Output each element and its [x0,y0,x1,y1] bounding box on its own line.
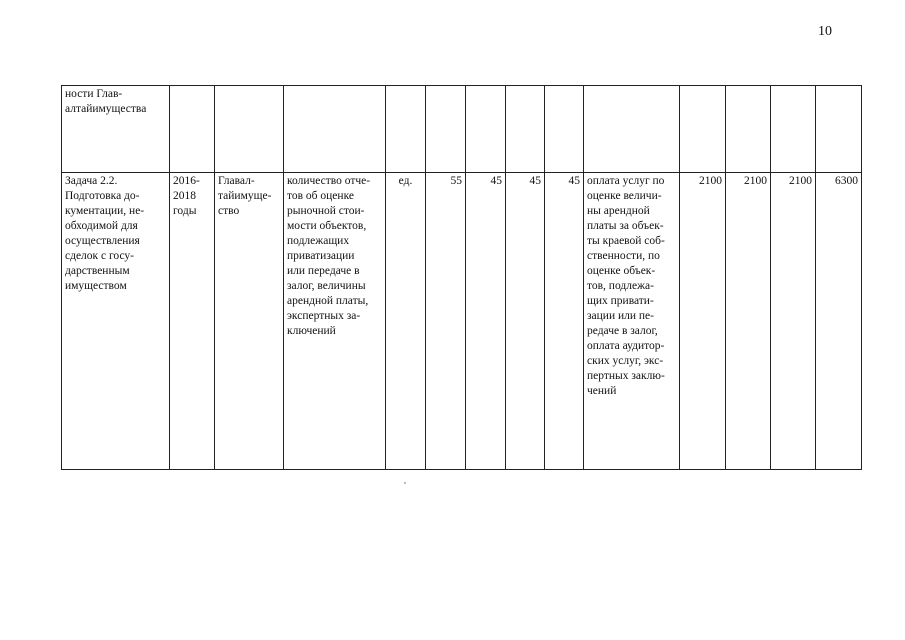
period-cell: 2016- 2018 годы [170,173,215,470]
table-cell [545,86,584,173]
table-row [62,173,862,470]
table-cell [816,86,862,173]
table-cell [584,86,680,173]
table-cell [771,86,816,173]
value-cell: 45 [545,173,584,470]
table-cell [215,86,284,173]
table-cell [426,86,466,173]
funding-cell: 2100 [771,173,816,470]
indicator-cell: количество отче- тов об оценке рыночной стои- мости объектов, подлежащих приватизации или передаче в залог, величины арендной платы, экспертных за- ключений [284,173,386,470]
program-table [61,85,862,470]
funding-total-cell: 6300 [816,173,862,470]
funding-cell: 2100 [680,173,726,470]
scan-speck [404,482,406,484]
table-cell [726,86,771,173]
value-cell: 45 [466,173,506,470]
activity-cell: оплата услуг по оценке величи- ны арендной платы за объек- ты краевой соб- ственности, по оценке объек- тов, подлежа- щих привати- зации или пе- редаче в залог, оплата аудитор- ских услуг, экс- пертных заклю- чений [584,173,680,470]
page-number: 10 [818,24,832,39]
funding-cell: 2100 [726,173,771,470]
unit-cell: ед. [386,173,426,470]
table-cell [680,86,726,173]
table-row [62,86,862,173]
task-cell: Задача 2.2. Подготовка до- кументации, не- обходимой для осуществления сделок с госу- дарственным имуществом [62,173,170,470]
table-cell [284,86,386,173]
table-cell: ности Глав- алтайимущества [62,86,170,173]
value-cell: 45 [506,173,545,470]
table-cell [170,86,215,173]
table-cell [466,86,506,173]
executor-cell: Главал- тайимуще- ство [215,173,284,470]
table-cell [506,86,545,173]
table-cell [386,86,426,173]
value-cell: 55 [426,173,466,470]
